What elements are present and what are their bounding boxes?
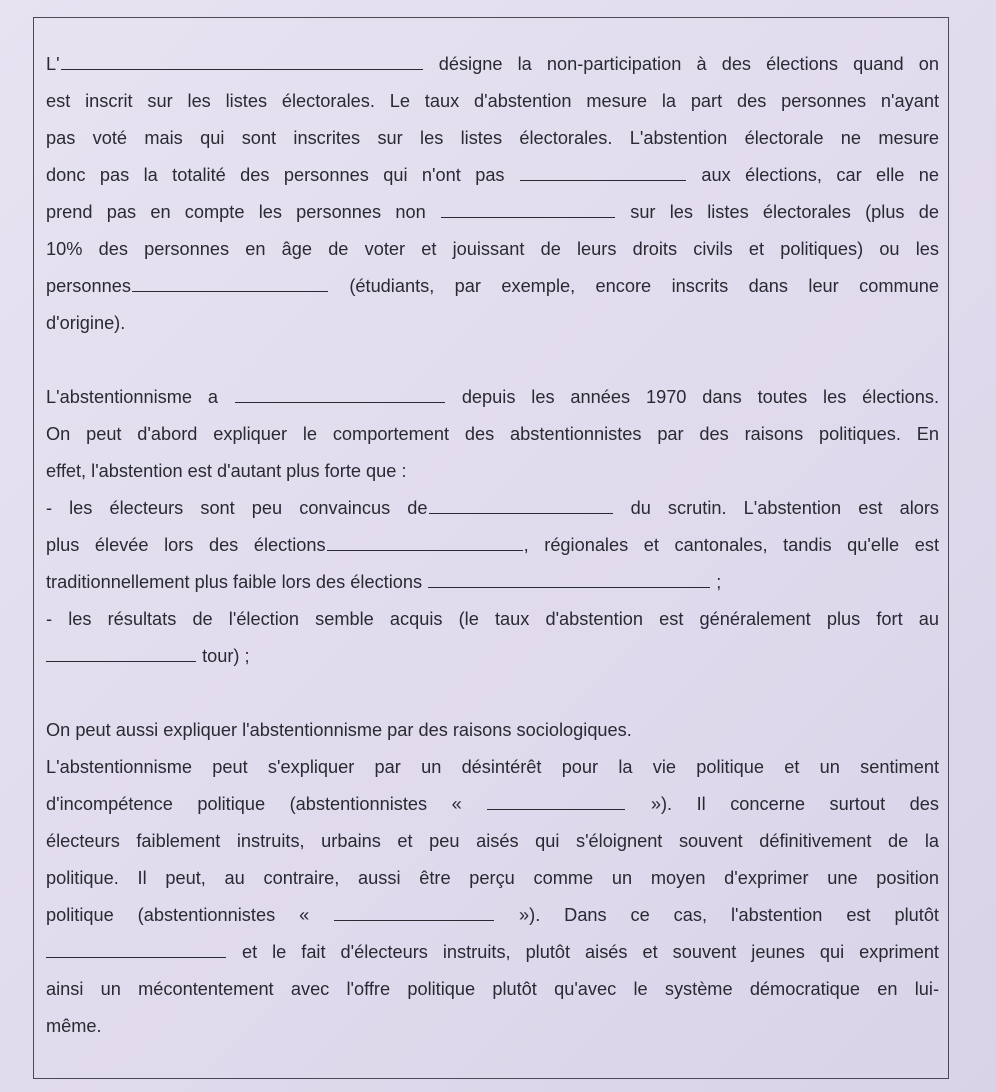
text-line: - les électeurs sont peu convaincus de du scrutin. L'abstention est alors	[46, 490, 939, 527]
text-line: et le fait d'électeurs instruits, plutôt aisés et souvent jeunes qui expriment	[46, 934, 939, 971]
fill-in-blank[interactable]	[428, 569, 710, 588]
text-line: politique. Il peut, au contraire, aussi être perçu comme un moyen d'exprimer une position	[46, 868, 939, 888]
text-line: L'abstentionnisme peut s'expliquer par un désintérêt pour la vie politique et un sentiment	[46, 757, 939, 777]
text-line: électeurs faiblement instruits, urbains et peu aisés qui s'éloignent souvent définitivement de la	[46, 831, 939, 851]
text-line: d'origine).	[46, 313, 126, 333]
text-line: est inscrit sur les listes électorales. Le taux d'abstention mesure la part des personnes n'ayant	[46, 91, 939, 111]
fill-in-blank[interactable]	[327, 532, 523, 551]
fill-in-blank[interactable]	[441, 199, 615, 218]
fill-in-blank[interactable]	[334, 902, 494, 921]
text-line: même.	[46, 1016, 102, 1036]
text-line: plus élevée lors des élections , régionales et cantonales, tandis qu'elle est	[46, 527, 939, 564]
text-line: L' désigne la non-participation à des élections quand on	[46, 46, 939, 83]
fill-in-blank[interactable]	[46, 939, 226, 958]
text-line: ainsi un mécontentement avec l'offre politique plutôt qu'avec le système démocratique en lui-	[46, 979, 939, 999]
fill-in-blank[interactable]	[520, 162, 686, 181]
document-frame	[33, 17, 949, 1079]
text-line: politique (abstentionnistes « »). Dans ce cas, l'abstention est plutôt	[46, 897, 939, 934]
fill-in-blank[interactable]	[235, 384, 445, 403]
paragraph-definition	[46, 46, 939, 342]
text-line: effet, l'abstention est d'autant plus forte que :	[46, 461, 407, 481]
text-line: personnes (étudiants, par exemple, encore inscrits dans leur commune	[46, 268, 939, 305]
text-line: 10% des personnes en âge de voter et jouissant de leurs droits civils et politiques) ou les	[46, 239, 939, 259]
fill-in-blank[interactable]	[429, 495, 613, 514]
text-line: tour) ;	[46, 638, 939, 675]
fill-in-blank[interactable]	[132, 273, 328, 292]
text-line: L'abstentionnisme a depuis les années 1970 dans toutes les élections.	[46, 379, 939, 416]
fill-in-blank[interactable]	[487, 791, 625, 810]
paragraph-political-reasons	[46, 379, 939, 675]
text-line: pas voté mais qui sont inscrites sur les listes électorales. L'abstention électorale ne mesure	[46, 128, 939, 148]
fill-in-blank[interactable]	[61, 51, 423, 70]
paragraph-sociological-reasons	[46, 712, 939, 1045]
text-line: prend pas en compte les personnes non sur les listes électorales (plus de	[46, 194, 939, 231]
text-line: donc pas la totalité des personnes qui n'ont pas aux élections, car elle ne	[46, 157, 939, 194]
text-line: On peut aussi expliquer l'abstentionnisme par des raisons sociologiques.	[46, 720, 632, 740]
text-line: traditionnellement plus faible lors des élections ;	[46, 564, 939, 601]
text-line: On peut d'abord expliquer le comportement des abstentionnistes par des raisons politiques. En	[46, 424, 939, 444]
text-line: - les résultats de l'élection semble acquis (le taux d'abstention est généralement plus fort au	[46, 609, 939, 629]
fill-in-blank[interactable]	[46, 643, 196, 662]
text-line: d'incompétence politique (abstentionnistes « »). Il concerne surtout des	[46, 786, 939, 823]
